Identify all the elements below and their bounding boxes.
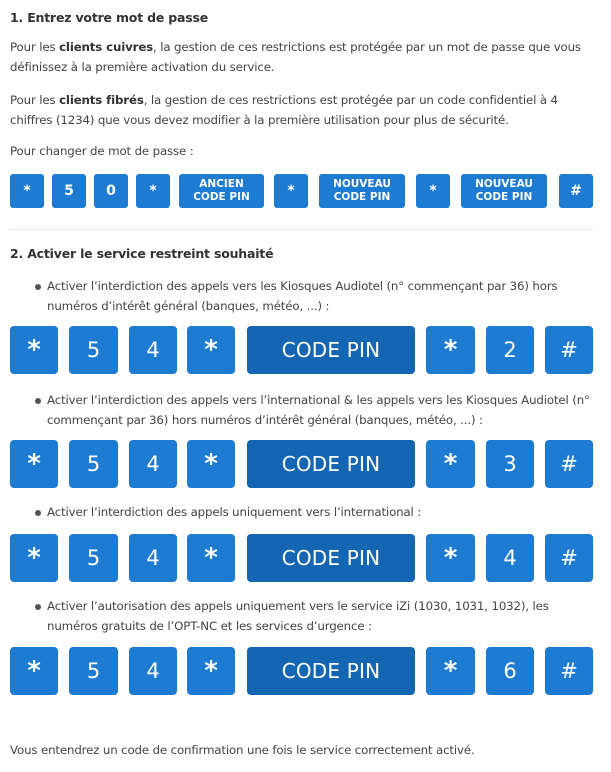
paragraph-change-password: Pour changer de mot de passe : — [10, 144, 194, 158]
key-star: * — [274, 174, 308, 208]
key-5: 5 — [69, 647, 118, 695]
item-1-text: Activer l’interdiction des appels vers les Kiosques Audiotel (n° commençant par 36) hors numéros d’intérêt général (banques, météo, ...) : — [47, 279, 558, 313]
key-star: * — [187, 534, 235, 582]
key-hash: # — [545, 440, 593, 488]
key-5: 5 — [69, 326, 118, 374]
key-star: * — [10, 326, 58, 374]
key-star: * — [136, 174, 170, 208]
key-code-pin: CODE PIN — [247, 534, 415, 582]
paragraph-fibres: Pour les clients fibrés, la gestion de ces restrictions est protégée par un code confidentiel à 4 chiffres (1234) que vous devez modifier à la première utilisation pour plus de sécurité. — [10, 93, 558, 127]
item-4-text: Activer l’autorisation des appels uniquement vers le service iZi (1030, 1031, 1032), les numéros gratuits de l’OPT-NC et les services d’urgence : — [47, 599, 549, 633]
key-star: * — [426, 326, 475, 374]
key-code-pin: CODE PIN — [247, 326, 415, 374]
key-star: * — [187, 440, 235, 488]
key-star: * — [187, 326, 235, 374]
key-star: * — [10, 174, 44, 208]
key-star: * — [416, 174, 450, 208]
bullet — [35, 510, 41, 516]
key-6: 6 — [486, 647, 534, 695]
section-2-title: 2. Activer le service restreint souhaité — [10, 246, 274, 261]
key-4: 4 — [486, 534, 534, 582]
key-star: * — [426, 534, 475, 582]
section-1-title: 1. Entrez votre mot de passe — [10, 10, 209, 25]
key-star: * — [10, 534, 58, 582]
key-star: * — [187, 647, 235, 695]
key-code-pin: CODE PIN — [247, 647, 415, 695]
key-5: 5 — [52, 174, 86, 208]
key-nouveau-code-pin: NOUVEAU CODE PIN — [319, 174, 405, 208]
key-0: 0 — [94, 174, 128, 208]
key-star: * — [10, 440, 58, 488]
key-nouveau-code-pin-confirm: NOUVEAU CODE PIN — [461, 174, 547, 208]
item-2-text: Activer l’interdiction des appels vers l’international & les appels vers les Kiosques Audiotel (n° commençant par 36) hors numéros d’intérêt général (banques, météo, ...) : — [47, 393, 590, 427]
key-hash: # — [545, 326, 593, 374]
key-ancien-code-pin: ANCIEN CODE PIN — [179, 174, 264, 208]
key-hash: # — [545, 534, 593, 582]
key-code-pin: CODE PIN — [247, 440, 415, 488]
key-4: 4 — [129, 647, 177, 695]
key-star: * — [426, 440, 475, 488]
bullet — [35, 284, 41, 290]
item-3-text: Activer l’interdiction des appels uniquement vers l’international : — [47, 505, 422, 519]
key-3: 3 — [486, 440, 534, 488]
paragraph-cuivres: Pour les clients cuivres, la gestion de ces restrictions est protégée par un mot de passe que vous définissez à la première activation du service. — [10, 40, 581, 74]
key-star: * — [426, 647, 475, 695]
bullet — [35, 604, 41, 610]
key-4: 4 — [129, 326, 177, 374]
key-hash: # — [559, 174, 593, 208]
key-4: 4 — [129, 440, 177, 488]
key-star: * — [10, 647, 58, 695]
key-4: 4 — [129, 534, 177, 582]
bullet — [35, 398, 41, 404]
confirmation-note: Vous entendrez un code de confirmation une fois le service correctement activé. — [10, 743, 475, 757]
key-2: 2 — [486, 326, 534, 374]
divider — [9, 229, 593, 230]
key-5: 5 — [69, 440, 118, 488]
key-hash: # — [545, 647, 593, 695]
key-5: 5 — [69, 534, 118, 582]
